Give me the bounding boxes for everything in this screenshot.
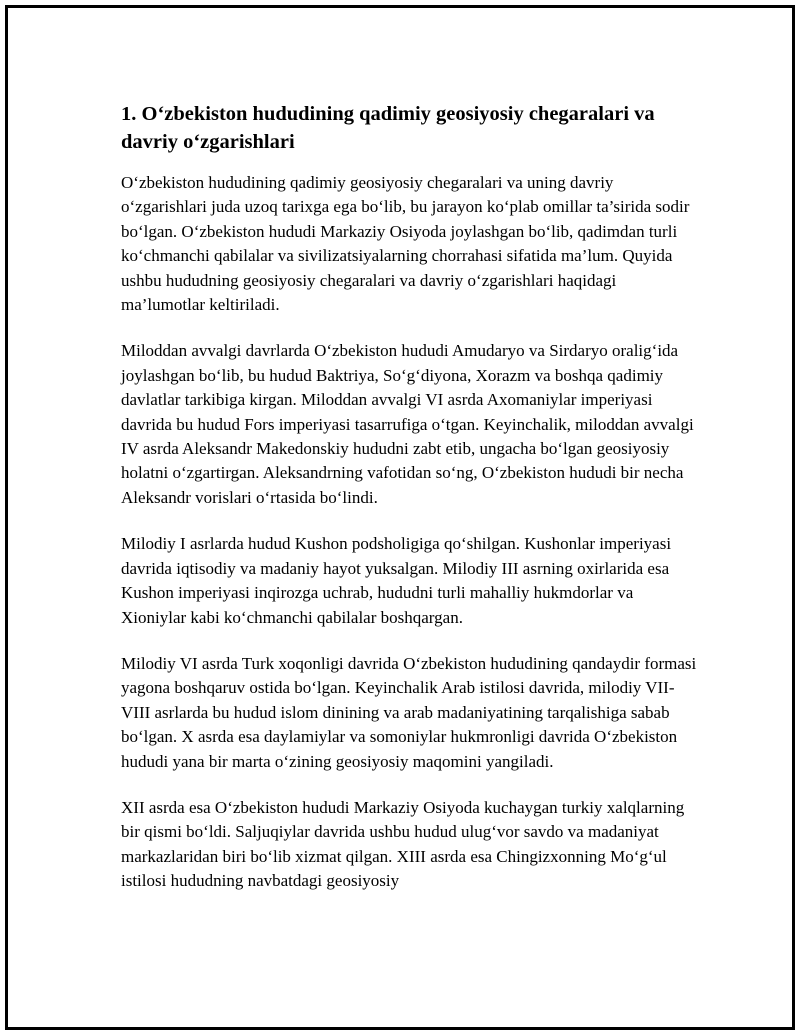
paragraph-3: Milodiy I asrlarda hudud Kushon podsholigiga qo‘shilgan. Kushonlar imperiyasi davrida iqtisodiy va madaniy hayot yuksalgan. Milodiy III asrning oxirlarida esa Kushon imperiyasi inqirozga uchrab, hududni turli mahalliy hukmdorlar va Xioniylar kabi ko‘chmanchi qabilalar boshqargan. xyxy=(121,534,672,627)
paragraph-1: O‘zbekiston hududining qadimiy geosiyosiy chegaralari va uning davriy o‘zgarishlari juda uzoq tarixga ega bo‘lib, bu jarayon ko‘plab omillar ta’sirida sodir bo‘lgan. O‘zbekiston hududi Markaziy Osiyoda joylashgan bo‘lib, qadimdan turli ko‘chmanchi qabilalar va sivilizatsiyalarning chorrahasi sifatida ma’lum. Quyida ushbu hududning geosiyosiy chegaralari va davriy o‘zgarishlari haqidagi ma’lumotlar keltiriladi. xyxy=(121,173,690,315)
paragraph-2: Miloddan avvalgi davrlarda O‘zbekiston hududi Amudaryo va Sirdaryo oralig‘ida joylashgan bo‘lib, bu hudud Baktriya, So‘g‘diyona, Xorazm va boshqa qadimiy davlatlar tarkibiga kirgan. Miloddan avvalgi VI asrda Axomaniylar imperiyasi davrida bu hudud Fors imperiyasi tasarrufiga o‘tgan. Keyinchalik, miloddan avvalgi IV asrda Aleksandr Makedonskiy hududni zabt etib, ungacha bo‘lgan geosiyosiy holatni o‘zgartirgan. Aleksandrning vafotidan so‘ng, O‘zbekiston hududi bir necha Aleksandr vorislari o‘rtasida bo‘lindi. xyxy=(121,341,694,507)
section-heading: 1. O‘zbekiston hududining qadimiy geosiyosiy chegaralari va davriy o‘zgarishlari xyxy=(121,103,655,153)
document-content xyxy=(121,100,701,916)
paragraph-5: XII asrda esa O‘zbekiston hududi Markaziy Osiyoda kuchaygan turkiy xalqlarning bir qismi bo‘ldi. Saljuqiylar davrida ushbu hudud ulug‘vor savdo va madaniyat markazlaridan biri bo‘lib xizmat qilgan. XIII asrda esa Chingizxonning Mo‘g‘ul istilosi hududning navbatdagi geosiyosiy xyxy=(121,797,685,891)
paragraph-4: Milodiy VI asrda Turk xoqonligi davrida O‘zbekiston hududining qandaydir formasi yagona boshqaruv ostida bo‘lgan. Keyinchalik Arab istilosi davrida, milodiy VII-VIII asrlarda bu hudud islom dinining va arab madaniyatining tarqalishiga sabab bo‘lgan. X asrda esa daylamiylar va somoniylar hukmronligi davrida O‘zbekiston hududi yana bir marta o‘zining geosiyosiy maqomini yangiladi. xyxy=(121,653,697,771)
document-page xyxy=(5,5,795,1030)
